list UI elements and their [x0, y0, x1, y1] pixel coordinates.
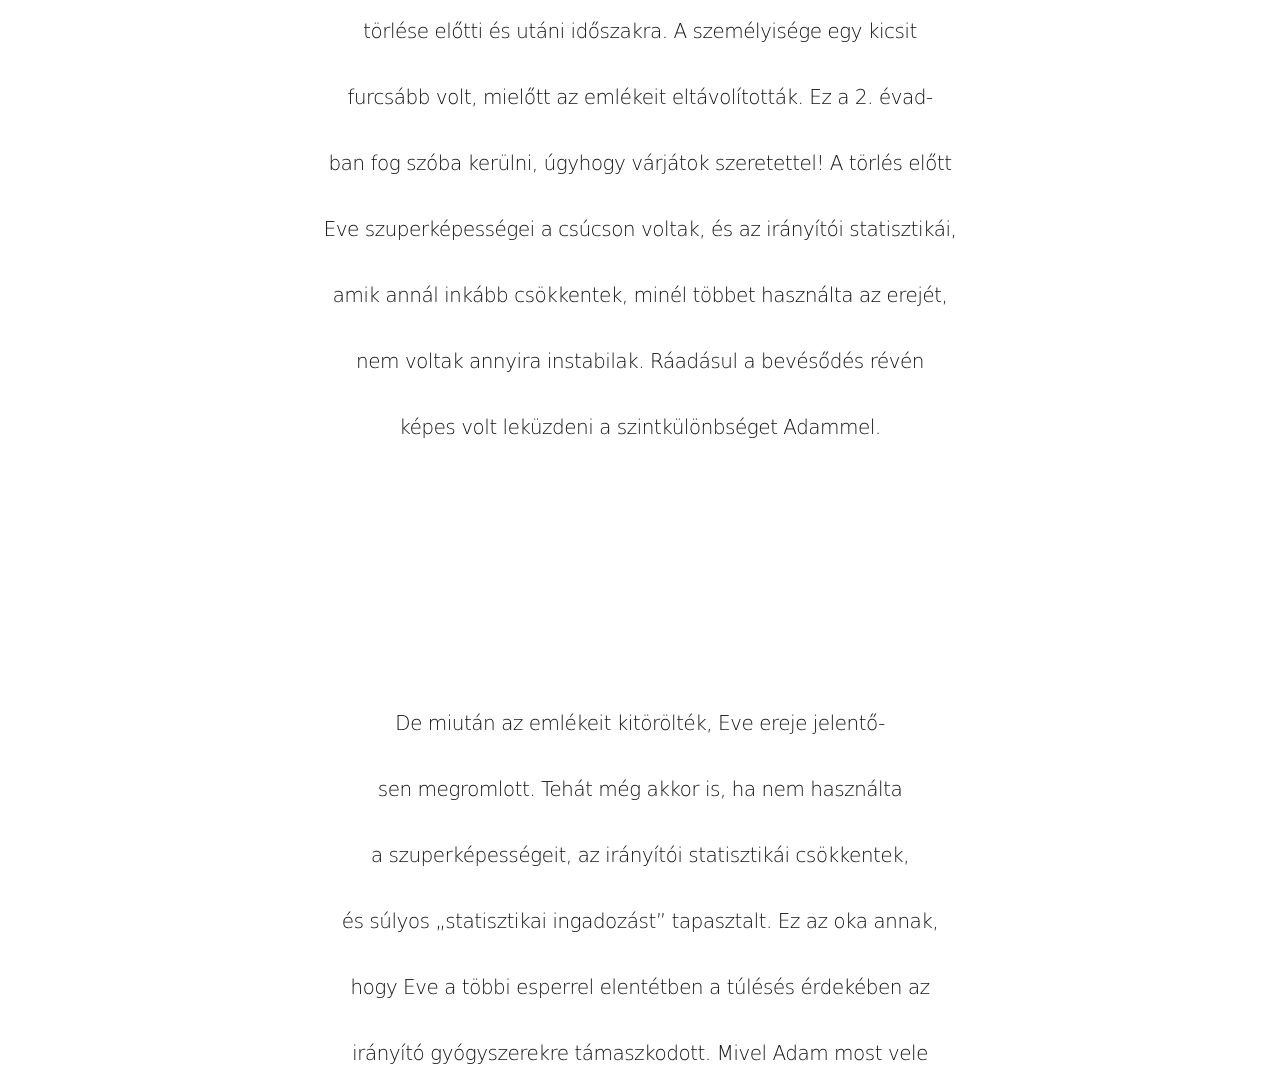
paragraph-1 [0, 0, 1280, 460]
paragraph-line: hogy Eve a többi esperrel elentétben a túlésés érdekében az [350, 975, 930, 999]
paragraph-line: sen megromlott. Tehát még akkor is, ha nem használta [377, 777, 903, 801]
paragraph-line: irányító gyógyszerekre támaszkodott. Mivel Adam most vele [352, 1041, 928, 1065]
paragraph-line: törlése előtti és utáni időszakra. A személyisége egy kicsit [363, 19, 917, 43]
paragraph-line: és súlyos „statisztikai ingadozást” tapasztalt. Ez az oka annak, [341, 909, 939, 933]
paragraph-line: amik annál inkább csökkentek, minél többet használta az erejét, [332, 283, 948, 307]
paragraph-line: furcsább volt, mielőtt az emlékeit eltávolították. Ez a 2. évad- [347, 85, 933, 109]
paragraph-line: nem voltak annyira instabilak. Ráadásul a bevésődés révén [356, 349, 924, 373]
paragraph-line: De miután az emlékeit kitörölték, Eve ereje jelentő- [395, 711, 885, 735]
paragraph-line: képes volt leküzdeni a szintkülönbséget Adammel. [399, 415, 881, 439]
paragraph-2 [0, 690, 1280, 1080]
paragraph-line: Eve szuperképességei a csúcson voltak, és az irányítói statisztikái, [323, 217, 957, 241]
paragraph-line: ban fog szóba kerülni, úgyhogy várjátok szeretettel! A törlés előtt [328, 151, 952, 175]
paragraph-line: a szuperképességeit, az irányítói statisztikái csökkentek, [370, 843, 910, 867]
